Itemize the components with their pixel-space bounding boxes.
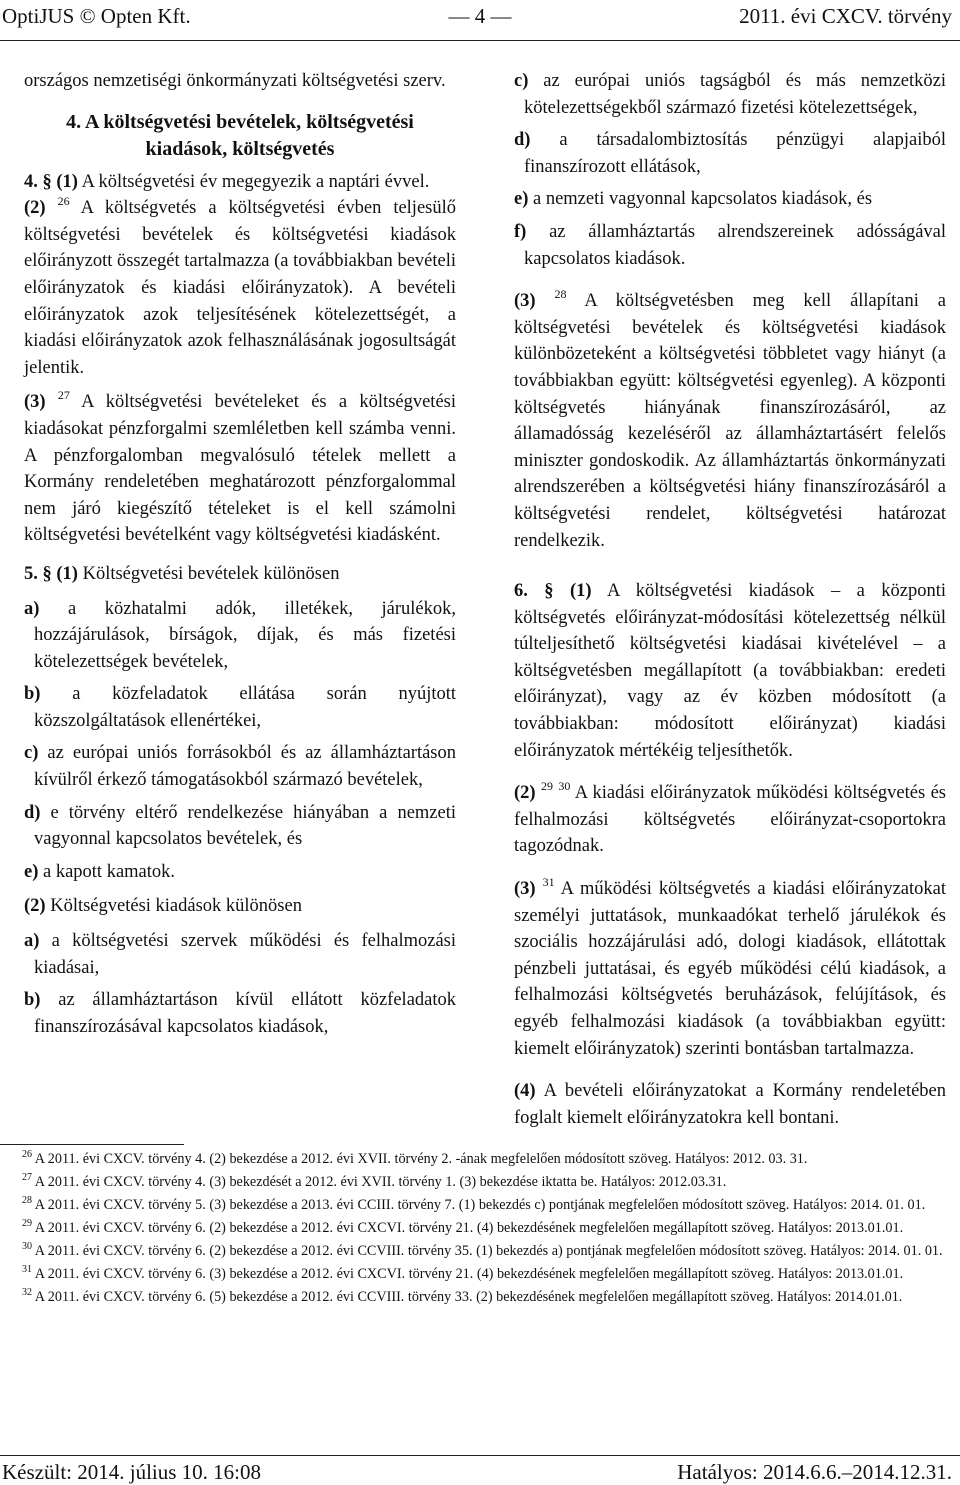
list-item xyxy=(24,681,456,734)
footnote xyxy=(0,1173,958,1192)
footnote-divider xyxy=(0,1144,184,1145)
header-law-title: 2011. évi CXCV. törvény xyxy=(739,4,952,28)
footnote-number: 31 xyxy=(22,1264,32,1275)
item-label: d) xyxy=(514,130,531,151)
list-item xyxy=(24,740,456,793)
item-text: a közfeladatok ellátása során nyújtott közszolgáltatások ellenértékei, xyxy=(34,684,457,731)
item-text: a közhatalmi adók, illetékek, járulékok, hozzájárulások, bírságok, díjak, és más fizetési kötelezettségek bevételek, xyxy=(34,598,457,672)
list-item xyxy=(514,186,946,213)
paragraph-text: A költségvetésben meg kell állapítani a költségvetési bevételek és költségvetési kiadások különbözeteként a költségvetési többletet vagy hiányt (a továbbiakban együtt: költségvetési egyenleg). A központi költségvetés hiányának finanszírozásáról, az államadósság kezeléséről az államháztartásért felelős miniszter gondoskodik. Az államháztartás önkormányzati alrendszerében a költségvetési hiány finanszírozásáról a költségvetési rendelet, költségvetési határozat rendelkezik. xyxy=(514,291,947,551)
footnote xyxy=(0,1150,958,1169)
item-text: a kapott kamatok. xyxy=(43,861,176,882)
paragraph-number: (4) xyxy=(514,1081,536,1102)
footnote-text: A 2011. évi CXCV. törvény 4. (3) bekezdését a 2012. évi XVII. törvény 1. (3) bekezdése iktatta be. Hatályos: 2012.03.31. xyxy=(34,1174,727,1190)
footnotes xyxy=(0,1150,958,1311)
item-text: a nemzeti vagyonnal kapcsolatos kiadások, és xyxy=(533,189,873,210)
footnote-ref[interactable]: 26 xyxy=(57,194,70,209)
footnote-number: 26 xyxy=(22,1149,32,1160)
footnote-ref[interactable]: 28 xyxy=(554,287,567,302)
paragraph-number: 4. § (1) xyxy=(24,171,78,192)
paragraph-4-2 xyxy=(24,195,456,381)
footnote xyxy=(0,1265,958,1284)
paragraph-6-1 xyxy=(514,578,946,764)
page-header xyxy=(0,0,960,41)
paragraph-number: (2) xyxy=(514,783,536,804)
page-footer xyxy=(0,1455,960,1485)
paragraph-number: 5. § (1) xyxy=(24,563,78,584)
intro-text: országos nemzetiségi önkormányzati költségvetési szerv. xyxy=(24,71,446,91)
footnote-ref[interactable]: 30 xyxy=(558,779,571,794)
paragraph-number: (2) xyxy=(24,896,46,917)
paragraph-text: A költségvetési év megegyezik a naptári évvel. xyxy=(81,171,430,192)
footer-created: Készült: 2014. július 10. 16:08 xyxy=(2,1460,261,1484)
footnote xyxy=(0,1196,958,1215)
item-label: c) xyxy=(514,71,529,91)
item-label: a) xyxy=(24,598,40,619)
header-page-number: — 4 — xyxy=(448,4,512,28)
footnote-number: 28 xyxy=(22,1195,32,1206)
footer-effective: Hatályos: 2014.6.6.–2014.12.31. xyxy=(677,1460,952,1484)
footnote-text: A 2011. évi CXCV. törvény 6. (2) bekezdése a 2012. évi CXCVI. törvény 21. (4) bekezdésének megfelelően megállapított szöveg. Hatályos: 2013.01.01. xyxy=(34,1220,904,1236)
paragraph-6-4 xyxy=(514,1078,946,1131)
item-text: a költségvetési szervek működési és felhalmozási kiadásai, xyxy=(34,931,456,978)
list-item xyxy=(514,219,946,272)
paragraph-5-1 xyxy=(24,561,456,588)
item-label: b) xyxy=(24,990,41,1011)
item-label: b) xyxy=(24,684,41,705)
section-title: 4. A költségvetési bevételek, költségvetési kiadások, költségvetés xyxy=(66,110,414,160)
footnote-text: A 2011. évi CXCV. törvény 6. (5) bekezdése a 2012. évi CCVIII. törvény 33. (2) bekezdésének megfelelően megállapított szöveg. Hatályos: 2014.01.01. xyxy=(34,1289,903,1305)
footnote xyxy=(0,1242,958,1261)
paragraph-text: A költségvetési kiadások – a központi költségvetés előirányzat-módosítási kötelezettség nélkül túlteljesíthető költségvetési kiadásai kivételével – a költségvetésben megállapított (a továbbiakban: eredeti előirányzat), vagy az év közben módosított (a továbbiakban: módosított előirányzat) kiadási előirányzatok mértékéig teljesíthetők. xyxy=(514,581,946,761)
paragraph-4-3 xyxy=(24,389,456,549)
right-column xyxy=(514,68,946,1131)
footnote-text: A 2011. évi CXCV. törvény 6. (3) bekezdése a 2012. évi CXCVI. törvény 21. (4) bekezdésének megfelelően megállapított szöveg. Hatályos: 2013.01.01. xyxy=(34,1266,904,1282)
paragraph-text: Költségvetési kiadások különösen xyxy=(50,896,302,917)
footnote-text: A 2011. évi CXCV. törvény 4. (2) bekezdése a 2012. évi XVII. törvény 2. -ának megfelelően módosított szöveg. Hatályos: 2012. 03. 31. xyxy=(34,1151,808,1167)
list-item xyxy=(24,800,456,853)
footnote-ref[interactable]: 27 xyxy=(57,388,70,403)
item-label: c) xyxy=(24,743,39,764)
paragraph-5-3 xyxy=(514,288,946,554)
footnote-text: A 2011. évi CXCV. törvény 6. (2) bekezdése a 2012. évi CCVIII. törvény 35. (1) bekezdés a) pontjának megfelelően módosított szöveg. Hatályos: 2014. 01. 01. xyxy=(34,1243,943,1259)
header-publisher: OptiJUS © Opten Kft. xyxy=(2,4,191,28)
list-item xyxy=(24,859,456,886)
footnote-number: 27 xyxy=(22,1172,32,1183)
list-item xyxy=(514,127,946,180)
paragraph-text: A költségvetés a költségvetési évben teljesülő költségvetési bevételek és költségvetési kiadások előirányzott összegét tartalmazza (a továbbiakban bevételi előirányzatok és kiadási előirányzatok). A bevételi előirányzatok azok teljesítésének kötelezettségét, a kiadási előirányzatok azok felhasználásának jogosultságát jelentik. xyxy=(24,198,456,378)
item-label: e) xyxy=(514,189,529,210)
paragraph-text: A bevételi előirányzatokat a Kormány rendeletében foglalt kiemelt előirányzatokra kell bontani. xyxy=(514,1081,947,1128)
paragraph-number: (3) xyxy=(514,879,536,900)
paragraph-6-2 xyxy=(514,780,946,860)
paragraph-text: A kiadási előirányzatok működési költségvetés és felhalmozási költségvetés előirányzat-csoportokra tagozódnak. xyxy=(514,783,947,857)
paragraph-text: A működési költségvetés a kiadási előirányzatokat személyi juttatások, munkaadókat terhelő járulékok és szociális hozzájárulási adó, dologi kiadások, ellátottak pénzbeli juttatásai, és egyéb működési célú kiadások, a felhalmozási költségvetés beruházások, felújítások, és egyéb felhalmozási kiadások (a továbbiakban együtt: kiemelt előirányzatok) szerinti bontásban tartalmazza. xyxy=(514,879,947,1059)
footnote xyxy=(0,1288,958,1307)
item-text: az európai uniós forrásokból és az államháztartáson kívülről érkező támogatásokból származó bevételek, xyxy=(34,743,456,791)
paragraph-text: Költségvetési bevételek különösen xyxy=(82,563,340,584)
left-column xyxy=(24,68,456,1040)
item-text: az európai uniós tagságból és más nemzetközi kötelezettségekből származó fizetési kötelezettségek, xyxy=(524,71,947,118)
paragraph-text: A költségvetési bevételeket és a költségvetési kiadásokat pénzforgalmi szemléletben kell számba venni. A pénzforgalomban megvalósuló tételek mellett a Kormány rendeletében meghatározott pénzforgalommal nem járó kiegészítő tételeket is el kell számolni költségvetési bevételként vagy költségvetési kiadásként. xyxy=(24,392,457,546)
list-item xyxy=(24,928,456,981)
footnote-text: A 2011. évi CXCV. törvény 5. (3) bekezdése a 2013. évi CCIII. törvény 7. (1) bekezdés c) pontjának megfelelően módosított szöveg. Hatályos: 2014. 01. 01. xyxy=(34,1197,926,1213)
footnote-ref[interactable]: 29 xyxy=(540,779,553,794)
paragraph-number: (3) xyxy=(24,392,46,413)
footnote-ref[interactable]: 31 xyxy=(542,875,555,890)
item-label: d) xyxy=(24,802,41,823)
item-text: e törvény eltérő rendelkezése hiányában a nemzeti vagyonnal kapcsolatos bevételek, és xyxy=(34,802,457,850)
footnote-number: 32 xyxy=(22,1287,32,1298)
item-text: az államháztartás alrendszereinek adósságával kapcsolatos kiadások. xyxy=(524,221,947,269)
paragraph-number: 6. § (1) xyxy=(514,581,592,602)
list-item xyxy=(24,987,456,1040)
footnote-number: 29 xyxy=(22,1218,32,1229)
list-item xyxy=(514,68,946,121)
item-label: e) xyxy=(24,861,39,882)
list-item xyxy=(24,596,456,676)
item-label: a) xyxy=(24,931,40,952)
item-label: f) xyxy=(514,221,527,242)
paragraph-4-1 xyxy=(24,169,456,196)
footnote xyxy=(0,1219,958,1238)
paragraph-5-2 xyxy=(24,893,456,920)
paragraph-6-3 xyxy=(514,876,946,1062)
paragraph-number: (2) xyxy=(24,198,46,219)
item-text: az államháztartáson kívül ellátott közfeladatok finanszírozásával kapcsolatos kiadások, xyxy=(34,990,457,1037)
item-text: a társadalombiztosítás pénzügyi alapjaiból finanszírozott ellátások, xyxy=(524,130,947,177)
footnote-number: 30 xyxy=(22,1241,32,1252)
paragraph-number: (3) xyxy=(514,291,536,312)
